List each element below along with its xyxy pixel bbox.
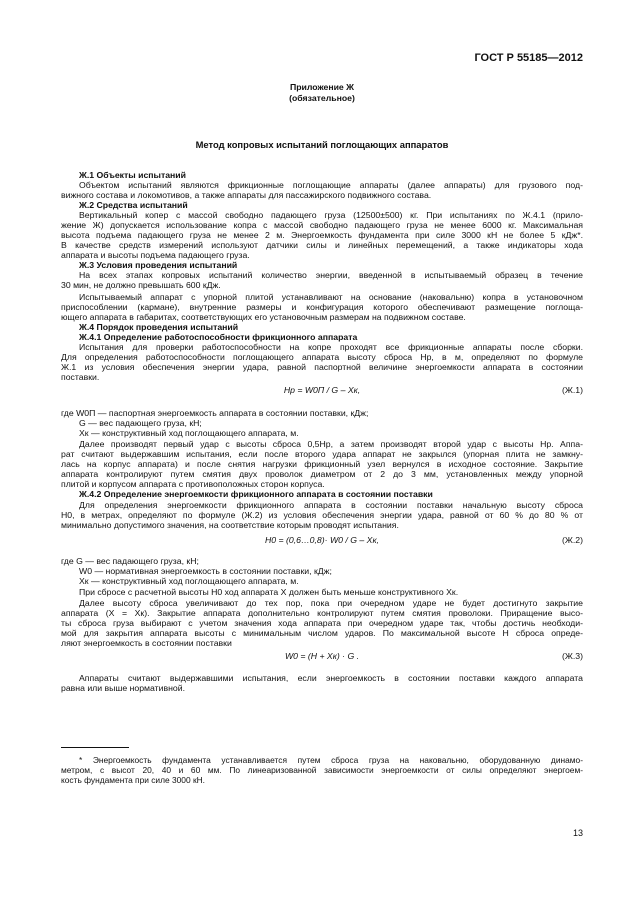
text-line: Ж.3 Условия проведения испытаний — [79, 260, 238, 270]
footnote-line: метром, с высот 20, 40 и 60 мм. По линеаризованной зависимости энергоемкости от силы определяют энергоем- — [61, 765, 583, 775]
text-line: лась на корпус аппарата) и после снятия нагрузки фрикционный узел вернулся в исходное состояние. Закрытие — [61, 459, 583, 469]
text-line: Xк — конструктивный ход поглощающего аппарата, м. — [79, 428, 299, 438]
text-line: Для определения работоспособности поглощающего аппарата высоту сброса Hp, в м, определяют по формуле — [61, 352, 583, 362]
text-line: аппарата и высоты подъема падающего груза. — [61, 250, 250, 260]
text-line: Ж.1 из условия обеспечения энергии удара, равной паспортной величине энергоемкости аппарата в состоянии — [61, 362, 583, 372]
text-line: плитой и корпусом аппарата с противоположных сторон корпуса. — [61, 479, 325, 489]
text-line: вижного состава и локомотивов, а также аппараты для пассажирского подвижного состава. — [61, 190, 432, 200]
text-line: Испытания для проверки работоспособности на копре проходят все фрикционные аппараты после сборки. — [79, 342, 583, 352]
equation-formula: H0 = (0,6…0,8)· W0 / G – Xк, — [265, 535, 379, 545]
equation-formula: Hp = W0П / G – Xк, — [283, 385, 361, 395]
text-line: W0 — нормативная энергоемкость в состоянии поставки, кДж; — [79, 566, 332, 576]
equation-number: (Ж.3) — [561, 651, 583, 661]
text-line: равна или выше нормативной. — [61, 683, 186, 693]
text-line: где G — вес падающего груза, кН; — [61, 556, 199, 566]
equation-number: (Ж.1) — [561, 385, 583, 395]
text-line: Для определения энергоемкости фрикционного аппарата в состоянии поставки начальную высоту сброса — [79, 500, 583, 510]
text-line: аппарата контролируют путем смятия двух проволок диаметром от 2 до 3 мм, установленных между упорной — [61, 469, 583, 479]
text-line: приспособлении (кармане), внутренние размеры и конфигурация которого обеспечивают размещение поглоща- — [61, 302, 583, 312]
footnote-rule — [61, 747, 129, 748]
text-line: ляют энергоемкость в состоянии поставки — [61, 638, 232, 648]
text-line: рат считают выдержавшим испытания, если после второго удара аппарат не закрылся (упорная плита не замкну- — [61, 449, 583, 459]
text-line: В качестве средств измерений используют датчики силы и линейных перемещений, а также индикаторы хода — [61, 240, 583, 250]
text-line: аппарата (X = Xк). Закрытие аппарата дополнительно контролируют путем смятия проволоки. Приращение высо- — [61, 608, 583, 618]
text-line: жение Ж) допускается использование копра с массой свободно падающего груза не менее 6000 кг. Максимальная — [61, 220, 583, 230]
text-line: Испытываемый аппарат с упорной плитой устанавливают на основание (наковальню) копра в установочном — [79, 292, 583, 302]
text-line: Вертикальный копер с массой свободно падающего груза (12500±500) кг. При испытаниях по Ж.4.1 (прило- — [79, 210, 583, 220]
text-line: ющего аппарата в габаритах, соответствующих его установочным размерам на подвижном составе. — [61, 312, 466, 322]
text-line: G — вес падающего груза, кН; — [79, 418, 202, 428]
text-line: Ж.1 Объекты испытаний — [79, 170, 186, 180]
text-line: Ж.2 Средства испытаний — [79, 200, 188, 210]
text-line: Xк — конструктивный ход поглощающего аппарата, м. — [79, 576, 299, 586]
footnote-line: кость фундамента при силе 3000 кН. — [61, 775, 205, 785]
text-line: Далее высоту сброса увеличивают до тех пор, пока при очередном ударе не будет достигнуто закрытие — [79, 598, 583, 608]
text-line: Объектом испытаний являются фрикционные поглощающие аппараты (далее аппараты) для грузового под- — [79, 180, 583, 190]
text-line: мой для закрытия аппарата высоты с минимальным числом ударов. По максимальной высоте Н сброса опреде- — [61, 628, 583, 638]
footnote-line: * Энергоемкость фундамента устанавливается путем сброса груза на наковальню, оборудованную динамо- — [79, 755, 583, 765]
text-line: Далее производят первый удар с высоты сброса 0,5Hp, а затем производят второй удар с высоты Hp. Аппа- — [79, 439, 583, 449]
text-line: высота подъема падающего груза не менее 2 м. Энергоемкость фундамента при силе 3000 кН не более 5 кДж*. — [61, 230, 583, 240]
text-line: поставки. — [61, 372, 100, 382]
text-line: На всех этапах копровых испытаний количество энергии, введенной в испытываемый образец в течение — [79, 270, 583, 280]
section-heading: Метод копровых испытаний поглощающих аппаратов — [195, 139, 449, 150]
appendix-subtitle: (обязательное) — [289, 93, 355, 103]
appendix-title: Приложение Ж — [289, 82, 355, 92]
page-number: 13 — [572, 828, 583, 838]
text-line: Ж.4.1 Определение работоспособности фрикционного аппарата — [79, 332, 358, 342]
text-line: Ж.4.2 Определение энергоемкости фрикционного аппарата в состоянии поставки — [79, 489, 433, 499]
text-line: H0, в метрах, определяют по формуле (Ж.2) из условия обеспечения энергии удара, равной от 60 % до 80 % от — [61, 510, 583, 520]
equation-number: (Ж.2) — [561, 535, 583, 545]
equation-formula: W0 = (H + Xк) · G . — [284, 651, 360, 661]
text-line: Ж.4 Порядок проведения испытаний — [79, 322, 239, 332]
text-line: минимально допустимого значения, на соответствие которым проводят испытания. — [61, 520, 399, 530]
text-line: Аппараты считают выдержавшими испытания, если энергоемкость в состоянии поставки каждого аппарата — [79, 673, 583, 683]
text-line: При сбросе с расчетной высоты H0 ход аппарата X должен быть меньше конструктивного Xк. — [79, 587, 459, 597]
standard-header: ГОСТ Р 55185—2012 — [474, 52, 583, 64]
text-line: ты сброса груза выбирают с учетом значения хода аппарата при очередном ударе так, чтобы достичь необходи- — [61, 618, 583, 628]
text-line: 30 мин, не должно превышать 600 кДж. — [61, 280, 221, 290]
text-line: где W0П — паспортная энергоемкость аппарата в состоянии поставки, кДж; — [61, 408, 369, 418]
